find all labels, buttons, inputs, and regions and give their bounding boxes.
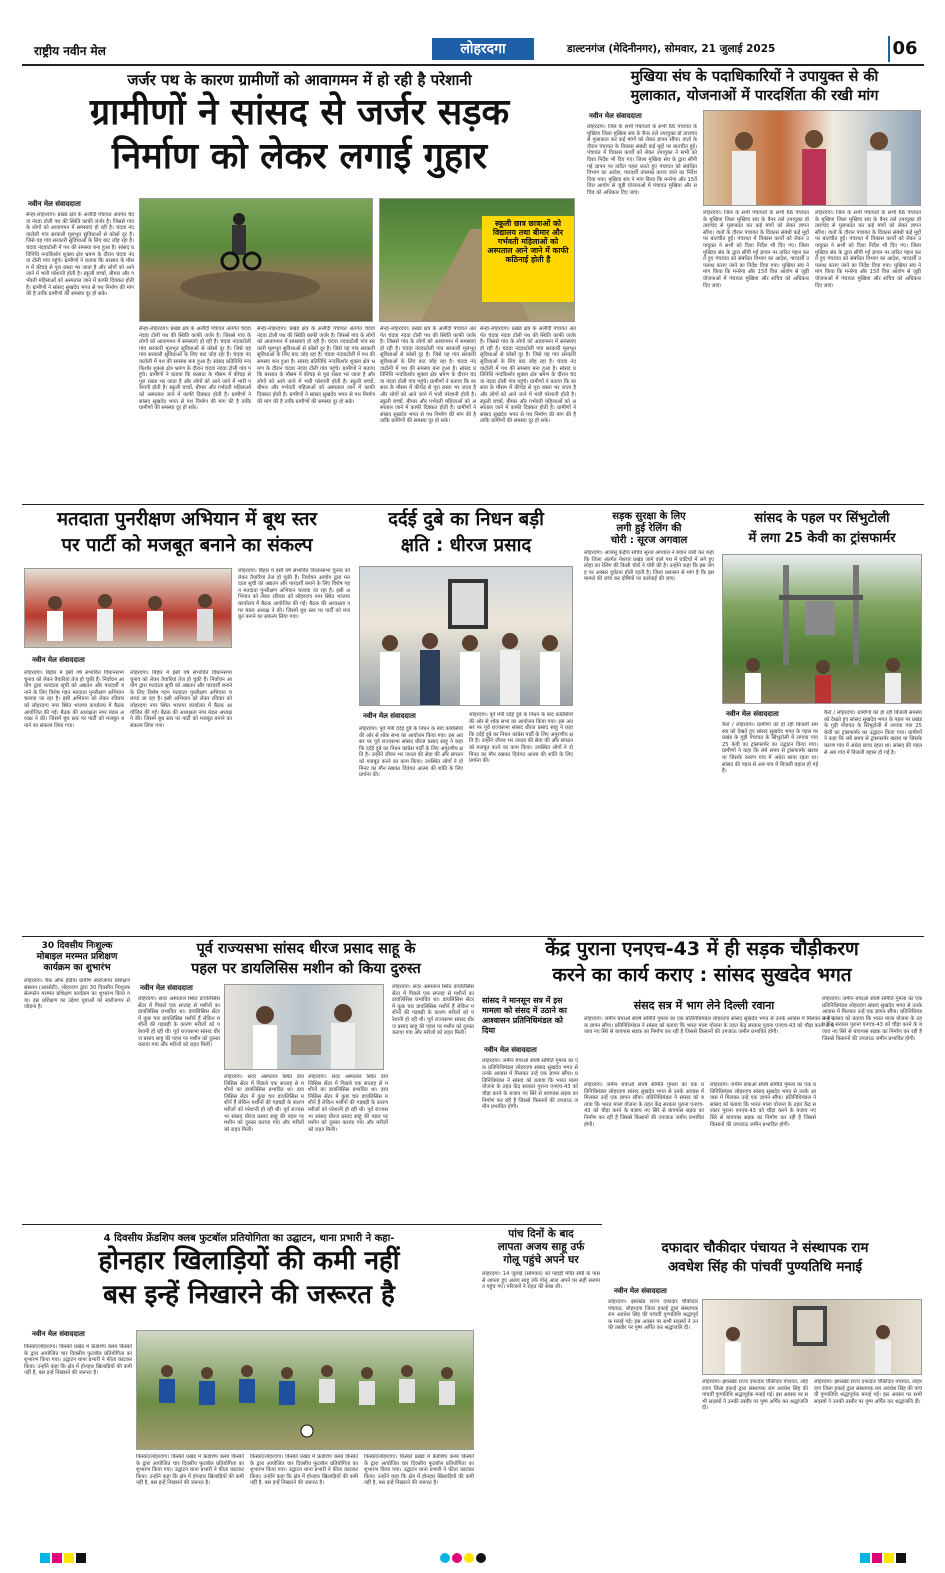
story5-headline-3: चोरी : सूरज अगवाल (610, 535, 688, 546)
story9-sidebar-headline: सांसद ने मानसून सत्र में इस मामला को संसद में उठाने का आश्वासन प्रतिनिधिमंडल को दिया (482, 996, 567, 1035)
story9-headline-1: केंद्र पुराना एनएच-43 में ही सड़क चौड़ीकरण (545, 938, 859, 960)
story11-headline-1: होनहार खिलाड़ियों की कमी नहीं (98, 1246, 400, 1276)
story-gravel-road (22, 66, 577, 504)
story-mobile-training (22, 938, 132, 1223)
story1-headline-1: ग्रामीणों ने सांसद से जर्जर सड़क (89, 92, 510, 133)
story1-byline: नवीन मेल संवाददाता (28, 200, 81, 208)
story2-byline: नवीन मेल संवाददाता (589, 112, 642, 120)
registration-marks-center (440, 1548, 488, 1567)
story11-kicker: 4 दिवसीय फ्रेंडशिप क्लब फुटबॉल प्रतियोगिता का उद्घाटन, थाना प्रभारी ने कहा- (103, 1233, 395, 1244)
story4-byline: नवीन मेल संवाददाता (363, 712, 416, 720)
story9-body-col4: लोहरदगा। जमीन बचाओ संघर्ष समिति गुमला का एक प्रतिनिधिमंडल लोहरदगा सांसद सुखदेव भगत से उनके आवास में मिलकर उन्हें एक ज्ञापन सौंपा। प्रतिनिधिमंडल ने सांसद को बताया कि भारत माला योजना के तहत केंद्र सरकार पुराना एनएच-43 को चौड़ा करने के बजाय नए सिरे से बायपास सड़क का निर्माण कर रही है जिससे किसानों की उपजाऊ जमीन प्रभावित होगी। (710, 1082, 816, 1128)
registration-marks-left (40, 1548, 88, 1567)
story3-body-col1: लोहरदगा। बिहार में इसी वर्ष संभावित विधानसभा चुनाव को लेकर तैयारियां तेज हो चुकी हैं। निर्वाचन आयोग द्वारा मतदाता सूची को अद्यतन और पारदर्शी बनाने के लिए विशेष गहन मतदाता पुनरीक्षण अभियान चलाया जा रहा है। इसी अभियान को लेकर रविवार को लोहरदगा नगर स्थित भाजपा कार्यालय में बैठक आयोजित की गई। बैठक की अध्यक्षता नगर मंडल अध्यक्ष ने की। जिसमें बूथ स्तर पर पार्टी को मजबूत बनाने का संकल्प लिया गया। (24, 670, 124, 729)
story11-headline-2: बस इन्हें निखारने की जरूरत है (103, 1280, 395, 1310)
story11-body-col3: किस्को/लोहरदगा। किस्को प्रखंड में फ्रेंडशिप क्लब किस्को के द्वारा आयोजित चार दिवसीय फुटबॉल प्रतियोगिता का शुभारंभ किया गया। उद्घाटन थाना प्रभारी ने फीता काटकर किया। उन्होंने कहा कि क्षेत्र में होनहार खिलाड़ियों की कमी नहीं है, बस इन्हें निखारने की जरूरत है। (250, 1454, 358, 1487)
story4-headline-1: दर्दई दुबे का निधन बड़ी (388, 509, 544, 530)
story2-body-col2: लोहरदगा। जिले के सभी पंचायतों के सभी 66 पंचायत के मुखिया जिला मुखिया संघ के बैनर तले उपायुक्त डॉ ताराचंद से मुलाकात कर कई मांगों को लेकर ज्ञापन सौंपा। वार्ता के दौरान पंचायत के विकास संबंधी कई मुद्दों पर बातचीत हुई। पंचायत में विकास कार्यों को लेकर उपायुक्त ने सभी को दिशा निर्देश भी दिए गए। जिला मुखिया संघ के द्वारा सौंपी गई ज्ञापन पर त्वरित पहल करते हुए पंचायत को संबंधित विभाग का आदेश, पारदर्शी उपलब्ध कराए जाने का निर्देश दिया गया। मुखिया संघ ने मांग किया कि मनरेगा और 15वें वित्त आयोग से जुड़ी योजनाओं में पंचायत मुखिया और सचिव को अधिकार दिए जाएं। (703, 210, 809, 289)
story-missing-ajay (480, 1225, 602, 1540)
story10-headline-1: पांच दिनों के बाद (508, 1228, 574, 1240)
story9-headline-2: करने का कार्य कराए : सांसद सुखदेव भगत (552, 964, 852, 986)
story1-body-col5: सेन्हा-लोहरदगा। प्रखंड क्षेत्र के अलौदी पंचायत अंतर्गत चंदवा नंदवा टोली पथ की स्थिति काफी जर्जर है। जिससे गांव के लोगों को आवागमन में समस्याएं हो रही है। चंदवा नंदवाटोली गांव सरकारी मूलभूत सुविधाओं से कोसों दूर है। जिसे यह गांव सरकारी सुविधाओं के लिए बाट जोह रहा है। चंदवा नंदवाटोली में पथ की समस्या बना हुआ है। सांसद प्रतिनिधि नन्दकिशोर शुक्ला क्षेत्र भ्रमण के दौरान चंदवा नंदवा टोली गांव पहुंचे। ग्रामीणों ने बताया कि बरसात के मौसम में कीचड़ से पूरा रास्ता भर जाता है और लोगों को आने जाने में भारी परेशानी होती है। स्कूली बच्चों, बीमार और गर्भवती महिलाओं को अस्पताल जाने में काफी दिक्कत होती है। ग्रामीणों ने सांसद सुखदेव भगत से पथ निर्माण की मांग की है ताकि ग्रामीणों की समस्या दूर हो सके। (480, 326, 576, 425)
dateline: डाल्टनगंज (मेदिनीनगर), सोमवार, 21 जुलाई 2025 (567, 43, 776, 55)
story8-body-col2: लोहरदगा। सदर अस्पताल स्थित डायलिसिस सेंटर में पिछले एक सप्ताह से मशीनों का डायलिसिस प्रभावित था। डायलिसिस सेंटर में कुछ चार डायलिसिस मशीनें हैं लेकिन मशीनों की गड़बड़ी के कारण मरीजों को परेशानी हो रही थी। पूर्व राज्यसभा सांसद धीरज प्रसाद साहू की पहल पर मशीन को दुरुस्त कराया गया और मरीजों को राहत मिली। (224, 1074, 304, 1133)
story12-byline: नवीन मेल संवाददाता (614, 1287, 667, 1295)
registration-marks-right (860, 1548, 908, 1567)
section-label: लोहरदगा (432, 38, 534, 60)
story10-headline-3: गोलू पहुंचे अपने घर (503, 1254, 579, 1266)
story11-body-col1: किस्को/लोहरदगा। किस्को प्रखंड में फ्रेंडशिप क्लब किस्को के द्वारा आयोजित चार दिवसीय फुटबॉल प्रतियोगिता का शुभारंभ किया गया। उद्घाटन थाना प्रभारी ने फीता काटकर किया। उन्होंने कहा कि क्षेत्र में होनहार खिलाड़ियों की कमी नहीं है, बस इन्हें निखारने की जरूरत है। (24, 1344, 132, 1377)
story12-headline-1: दफादार चौकीदार पंचायत ने संस्थापक राम (661, 1240, 869, 1256)
story8-headline-1: पूर्व राज्यसभा सांसद धीरज प्रसाद साहू के (196, 941, 416, 957)
story9-body-col1: लोहरदगा। जमीन बचाओ संघर्ष समिति गुमला का एक प्रतिनिधिमंडल लोहरदगा सांसद सुखदेव भगत से उनके आवास में मिलकर उन्हें एक ज्ञापन सौंपा। प्रतिनिधिमंडल ने सांसद को बताया कि भारत माला योजना के तहत केंद्र सरकार पुराना एनएच-43 को चौड़ा करने के बजाय नए सिरे से बायपास सड़क का निर्माण कर रही है जिससे किसानों की उपजाऊ जमीन प्रभावित होगी। (482, 1058, 578, 1111)
tribute-photo (702, 1299, 922, 1375)
story2-body-col3: लोहरदगा। जिले के सभी पंचायतों के सभी 66 पंचायत के मुखिया जिला मुखिया संघ के बैनर तले उपायुक्त डॉ ताराचंद से मुलाकात कर कई मांगों को लेकर ज्ञापन सौंपा। वार्ता के दौरान पंचायत के विकास संबंधी कई मुद्दों पर बातचीत हुई। पंचायत में विकास कार्यों को लेकर उपायुक्त ने सभी को दिशा निर्देश भी दिए गए। जिला मुखिया संघ के द्वारा सौंपी गई ज्ञापन पर त्वरित पहल करते हुए पंचायत को संबंधित विभाग का आदेश, पारदर्शी उपलब्ध कराए जाने का निर्देश दिया गया। मुखिया संघ ने मांग किया कि मनरेगा और 15वें वित्त आयोग से जुड़ी योजनाओं में पंचायत मुखिया और सचिव को अधिकार दिए जाएं। (815, 210, 921, 289)
story12-headline-2: अवधेश सिंह की पांचवीं पुण्यतिथि मनाई (667, 1259, 863, 1275)
story4-body-col2: लोहरदगा। पूर्व मंत्री दर्दई दुबे के निधन के बाद कांग्रेसियों की ओर से शोक सभा का आयोजन किया गया। इस अवसर पर पूर्व राज्यसभा सांसद धीरज प्रसाद साहू ने कहा कि दर्दई दुबे का निधन कांग्रेस पार्टी के लिए अपूरणीय क्षति है। उन्होंने जीवन भर जनता की सेवा की और संगठन को मजबूत करने का काम किया। उपस्थित लोगों ने दो मिनट का मौन रखकर दिवंगत आत्मा की शांति के लिए प्रार्थना की। (469, 712, 573, 765)
story3-headline-2: पर पार्टी को मजबूत बनाने का संकल्प (61, 535, 313, 556)
story4-headline-2: क्षति : धीरज प्रसाद (400, 535, 532, 556)
story10-headline-2: लापता अजय साहू उर्फ (497, 1241, 585, 1253)
story9-byline: नवीन मेल संवाददाता (484, 1046, 537, 1054)
story-dialysis (136, 938, 476, 1223)
story9-subhead: संसद सत्र में भाग लेने दिल्ली रवाना (633, 999, 775, 1012)
football-photo (136, 1330, 474, 1450)
story9-body-col2: लोहरदगा। जमीन बचाओ संघर्ष समिति गुमला का एक प्रतिनिधिमंडल लोहरदगा सांसद सुखदेव भगत से उनके आवास में मिलकर उन्हें एक ज्ञापन सौंपा। प्रतिनिधिमंडल ने सांसद को बताया कि भारत माला योजना के तहत केंद्र सरकार पुराना एनएच-43 को चौड़ा करने के बजाय नए सिरे से बायपास सड़क का निर्माण कर रही है जिससे किसानों की उपजाऊ जमीन प्रभावित होगी। (584, 1016, 834, 1036)
story3-headline-1: मतदाता पुनरीक्षण अभियान में बूथ स्तर (56, 509, 317, 530)
biker-figure-icon (140, 199, 373, 322)
story7-headline-3: कार्यक्रम का शुभारंभ (43, 963, 111, 973)
story12-body-col3: लोहरदगा। झारखंड राज्य दफादार चौकीदार पंचायत, लोहरदगा जिला इकाई द्वारा संस्थापक राम अवधेश सिंह की पांचवीं पुण्यतिथि श्रद्धापूर्वक मनाई गई। इस अवसर पर सभी सदस्यों ने उनकी तस्वीर पर पुष्प अर्पित कर श्रद्धांजलि दी। (814, 1379, 922, 1405)
transformer-photo (722, 554, 922, 704)
story4-body-col1: लोहरदगा। पूर्व मंत्री दर्दई दुबे के निधन के बाद कांग्रेसियों की ओर से शोक सभा का आयोजन किया गया। इस अवसर पर पूर्व राज्यसभा सांसद धीरज प्रसाद साहू ने कहा कि दर्दई दुबे का निधन कांग्रेस पार्टी के लिए अपूरणीय क्षति है। उन्होंने जीवन भर जनता की सेवा की और संगठन को मजबूत करने का काम किया। उपस्थित लोगों ने दो मिनट का मौन रखकर दिवंगत आत्मा की शांति के लिए प्रार्थना की। (359, 726, 463, 779)
condolence-photo (359, 566, 573, 706)
masthead (22, 36, 924, 64)
story9-body-col5: लोहरदगा। जमीन बचाओ संघर्ष समिति गुमला का एक प्रतिनिधिमंडल लोहरदगा सांसद सुखदेव भगत से उनके आवास में मिलकर उन्हें एक ज्ञापन सौंपा। प्रतिनिधिमंडल ने सांसद को बताया कि भारत माला योजना के तहत केंद्र सरकार पुराना एनएच-43 को चौड़ा करने के बजाय नए सिरे से बायपास सड़क का निर्माण कर रही है जिससे किसानों की उपजाऊ जमीन प्रभावित होगी। (822, 996, 922, 1042)
story6-body-col1: कैरो / लोहरदगा। ग्रामीणों को हो रही बिजली समस्या को देखते हुए सांसद सुखदेव भगत के पहल पर प्रखंड के गुड़ी पंचायत के सिंभुटोली में लगाया गया 25 केवी का ट्रांसफार्मर का उद्घाटन किया गया। ग्रामीणों ने कहा कि लंबे समय से ट्रांसफार्मर खराब था जिसके कारण गांव में अंधेरा छाया रहता था। सांसद की पहल से अब गांव में बिजली बहाल हो गई है। (722, 722, 818, 775)
story12-body-col1: लोहरदगा। झारखंड राज्य दफादार चौकीदार पंचायत, लोहरदगा जिला इकाई द्वारा संस्थापक राम अवधेश सिंह की पांचवीं पुण्यतिथि श्रद्धापूर्वक मनाई गई। इस अवसर पर सभी सदस्यों ने उनकी तस्वीर पर पुष्प अर्पित कर श्रद्धांजलि दी। (608, 1299, 698, 1332)
story3-body-col2: लोहरदगा। बिहार में इसी वर्ष संभावित विधानसभा चुनाव को लेकर तैयारियां तेज हो चुकी हैं। निर्वाचन आयोग द्वारा मतदाता सूची को अद्यतन और पारदर्शी बनाने के लिए विशेष गहन मतदाता पुनरीक्षण अभियान चलाया जा रहा है। इसी अभियान को लेकर रविवार को लोहरदगा नगर स्थित भाजपा कार्यालय में बैठक आयोजित की गई। बैठक की अध्यक्षता नगर मंडल अध्यक्ष ने की। जिसमें बूथ स्तर पर पार्टी को मजबूत बनाने का संकल्प लिया गया। (130, 670, 232, 729)
story1-body-col4: सेन्हा-लोहरदगा। प्रखंड क्षेत्र के अलौदी पंचायत अंतर्गत चंदवा नंदवा टोली पथ की स्थिति काफी जर्जर है। जिससे गांव के लोगों को आवागमन में समस्याएं हो रही है। चंदवा नंदवाटोली गांव सरकारी मूलभूत सुविधाओं से कोसों दूर है। जिसे यह गांव सरकारी सुविधाओं के लिए बाट जोह रहा है। चंदवा नंदवाटोली में पथ की समस्या बना हुआ है। सांसद प्रतिनिधि नन्दकिशोर शुक्ला क्षेत्र भ्रमण के दौरान चंदवा नंदवा टोली गांव पहुंचे। ग्रामीणों ने बताया कि बरसात के मौसम में कीचड़ से पूरा रास्ता भर जाता है और लोगों को आने जाने में भारी परेशानी होती है। स्कूली बच्चों, बीमार और गर्भवती महिलाओं को अस्पताल जाने में काफी दिक्कत होती है। ग्रामीणों ने सांसद सुखदेव भगत से पथ निर्माण की मांग की है ताकि ग्रामीणों की समस्या दूर हो सके। (380, 326, 476, 425)
story8-body-col4: लोहरदगा। सदर अस्पताल स्थित डायलिसिस सेंटर में पिछले एक सप्ताह से मशीनों का डायलिसिस प्रभावित था। डायलिसिस सेंटर में कुछ चार डायलिसिस मशीनें हैं लेकिन मशीनों की गड़बड़ी के कारण मरीजों को परेशानी हो रही थी। पूर्व राज्यसभा सांसद धीरज प्रसाद साहू की पहल पर मशीन को दुरुस्त कराया गया और मरीजों को राहत मिली। (392, 984, 474, 1037)
story-football (22, 1226, 476, 1541)
story-mukhiya-sangh (585, 66, 924, 504)
story10-body: लोहरदगा। 14 जुलाई (सोमवार) को पहाड़ी मंदिर संघी के पास से लापता हुए अजय साहू उर्फ गोलू आज अपने घर सही सलामत पहुंच गए। परिजनों ने राहत की सांस ली। (482, 1271, 600, 1291)
story5-headline-1: सड़क सुरक्षा के लिए (612, 511, 686, 522)
mukhiya-meeting-photo (703, 110, 921, 206)
story6-headline-1: सांसद के पहल पर सिंभुटोली (754, 511, 890, 526)
page-number: 06 (888, 36, 920, 62)
story5-body: लोहरदगा। आजसू केंद्रीय सचिव सूरज अगवाल ने बयान जारी कर कहा कि जिला अंतर्गत पेशरार प्रखंड जाने वाले पथ में घाटियों में लगे हुए लोहा का रेलिंग की किसी चोरों ने चोरी की है। उन्होंने कहा कि इस जगह पर अक्सर दुर्घटना होती रहती है। जिला प्रशासन से मांग है कि इस मामले की जांच कर दोषियों पर कार्रवाई की जाए। (584, 550, 714, 583)
bjp-meeting-photo (24, 568, 232, 648)
story1-body-col3: सेन्हा-लोहरदगा। प्रखंड क्षेत्र के अलौदी पंचायत अंतर्गत चंदवा नंदवा टोली पथ की स्थिति काफी जर्जर है। जिससे गांव के लोगों को आवागमन में समस्याएं हो रही है। चंदवा नंदवाटोली गांव सरकारी मूलभूत सुविधाओं से कोसों दूर है। जिसे यह गांव सरकारी सुविधाओं के लिए बाट जोह रहा है। चंदवा नंदवाटोली में पथ की समस्या बना हुआ है। सांसद प्रतिनिधि नन्दकिशोर शुक्ला क्षेत्र भ्रमण के दौरान चंदवा नंदवा टोली गांव पहुंचे। ग्रामीणों ने बताया कि बरसात के मौसम में कीचड़ से पूरा रास्ता भर जाता है और लोगों को आने जाने में भारी परेशानी होती है। स्कूली बच्चों, बीमार और गर्भवती महिलाओं को अस्पताल जाने में काफी दिक्कत होती है। ग्रामीणों ने सांसद सुखदेव भगत से पथ निर्माण की मांग की है ताकि ग्रामीणों की समस्या दूर हो सके। (257, 326, 375, 405)
story2-headline-1: मुखिया संघ के पदाधिकारियों ने उपायुक्त से की (630, 69, 879, 85)
story12-body-col2: लोहरदगा। झारखंड राज्य दफादार चौकीदार पंचायत, लोहरदगा जिला इकाई द्वारा संस्थापक राम अवधेश सिंह की पांचवीं पुण्यतिथि श्रद्धापूर्वक मनाई गई। इस अवसर पर सभी सदस्यों ने उनकी तस्वीर पर पुष्प अर्पित कर श्रद्धांजलि दी। (702, 1379, 808, 1412)
story7-body: लोहरदगा। बैंक ऑफ इंडिया ग्रामीण स्वरोजगार प्रशिक्षण संस्थान (आरसेटी), लोहरदगा द्वारा 30 दिवसीय निःशुल्क सेलफोन मरम्मत प्रशिक्षण कार्यक्रम का शुभारंभ किया गया। इस प्रशिक्षण का उद्देश्य युवाओं को स्वरोजगार से जोड़ना है। (24, 978, 130, 1011)
story1-headline-2: निर्माण को लेकर लगाई गुहार (111, 136, 488, 177)
story3-body-col3: लोहरदगा। बिहार में इसी वर्ष संभावित विधानसभा चुनाव को लेकर तैयारियां तेज हो चुकी हैं। निर्वाचन आयोग द्वारा मतदाता सूची को अद्यतन और पारदर्शी बनाने के लिए विशेष गहन मतदाता पुनरीक्षण अभियान चलाया जा रहा है। इसी अभियान को लेकर रविवार को लोहरदगा नगर स्थित भाजपा कार्यालय में बैठक आयोजित की गई। बैठक की अध्यक्षता नगर मंडल अध्यक्ष ने की। जिसमें बूथ स्तर पर पार्टी को मजबूत बनाने का संकल्प लिया गया। (238, 568, 350, 621)
story8-byline: नवीन मेल संवाददाता (140, 984, 193, 992)
road-photo-1 (139, 198, 373, 322)
story6-byline: नवीन मेल संवाददाता (726, 710, 779, 718)
story9-body-col3: लोहरदगा। जमीन बचाओ संघर्ष समिति गुमला का एक प्रतिनिधिमंडल लोहरदगा सांसद सुखदेव भगत से उनके आवास में मिलकर उन्हें एक ज्ञापन सौंपा। प्रतिनिधिमंडल ने सांसद को बताया कि भारत माला योजना के तहत केंद्र सरकार पुराना एनएच-43 को चौड़ा करने के बजाय नए सिरे से बायपास सड़क का निर्माण कर रही है जिससे किसानों की उपजाऊ जमीन प्रभावित होगी। (584, 1082, 704, 1128)
story1-kicker: जर्जर पथ के कारण ग्रामीणों को आवागमन में हो रही है परेशानी (127, 71, 472, 89)
story-railing-theft (582, 506, 716, 936)
story11-body-col2: किस्को/लोहरदगा। किस्को प्रखंड में फ्रेंडशिप क्लब किस्को के द्वारा आयोजित चार दिवसीय फुटबॉल प्रतियोगिता का शुभारंभ किया गया। उद्घाटन थाना प्रभारी ने फीता काटकर किया। उन्होंने कहा कि क्षेत्र में होनहार खिलाड़ियों की कमी नहीं है, बस इन्हें निखारने की जरूरत है। (136, 1454, 244, 1487)
story8-headline-2: पहल पर डायलिसिस मशीन को किया दुरुस्त (191, 961, 421, 977)
story1-body-col2: सेन्हा-लोहरदगा। प्रखंड क्षेत्र के अलौदी पंचायत अंतर्गत चंदवा नंदवा टोली पथ की स्थिति काफी जर्जर है। जिससे गांव के लोगों को आवागमन में समस्याएं हो रही है। चंदवा नंदवाटोली गांव सरकारी मूलभूत सुविधाओं से कोसों दूर है। जिसे यह गांव सरकारी सुविधाओं के लिए बाट जोह रहा है। चंदवा नंदवाटोली में पथ की समस्या बना हुआ है। सांसद प्रतिनिधि नन्दकिशोर शुक्ला क्षेत्र भ्रमण के दौरान चंदवा नंदवा टोली गांव पहुंचे। ग्रामीणों ने बताया कि बरसात के मौसम में कीचड़ से पूरा रास्ता भर जाता है और लोगों को आने जाने में भारी परेशानी होती है। स्कूली बच्चों, बीमार और गर्भवती महिलाओं को अस्पताल जाने में काफी दिक्कत होती है। ग्रामीणों ने सांसद सुखदेव भगत से पथ निर्माण की मांग की है ताकि ग्रामीणों की समस्या दूर हो सके। (139, 326, 251, 412)
story2-body-col1: लोहरदगा। जिले के सभी पंचायतों के सभी 66 पंचायत के मुखिया जिला मुखिया संघ के बैनर तले उपायुक्त डॉ ताराचंद से मुलाकात कर कई मांगों को लेकर ज्ञापन सौंपा। वार्ता के दौरान पंचायत के विकास संबंधी कई मुद्दों पर बातचीत हुई। पंचायत में विकास कार्यों को लेकर उपायुक्त ने सभी को दिशा निर्देश भी दिए गए। जिला मुखिया संघ के द्वारा सौंपी गई ज्ञापन पर त्वरित पहल करते हुए पंचायत को संबंधित विभाग का आदेश, पारदर्शी उपलब्ध कराए जाने का निर्देश दिया गया। मुखिया संघ ने मांग किया कि मनरेगा और 15वें वित्त आयोग से जुड़ी योजनाओं में पंचायत मुखिया और सचिव को अधिकार दिए जाएं। (587, 124, 697, 196)
story11-body-col4: किस्को/लोहरदगा। किस्को प्रखंड में फ्रेंडशिप क्लब किस्को के द्वारा आयोजित चार दिवसीय फुटबॉल प्रतियोगिता का शुभारंभ किया गया। उद्घाटन थाना प्रभारी ने फीता काटकर किया। उन्होंने कहा कि क्षेत्र में होनहार खिलाड़ियों की कमी नहीं है, बस इन्हें निखारने की जरूरत है। (364, 1454, 474, 1487)
story-nh43 (480, 938, 924, 1223)
story-dardai-dubey (357, 506, 575, 936)
story2-headline-2: मुलाकात, योजनाओं में पारदर्शिता की रखी मांग (630, 88, 879, 104)
story7-headline-1: 30 दिवसीय निःशुल्क (41, 941, 113, 951)
story1-photo-caption: स्कूली छात्र छात्राओं को विद्यालय तथा बीमार और गर्भवती महिलाओं को अस्पताल आने जाने में काफी कठिनाई होती है (482, 216, 574, 302)
story11-byline: नवीन मेल संवाददाता (32, 1330, 85, 1338)
story-transformer (720, 506, 924, 936)
story7-headline-2: मोबाइल मरम्मत प्रशिक्षण (36, 952, 118, 962)
story5-headline-2: लगी हुई रेलिंग की (616, 523, 682, 534)
story1-body-col1: सेन्हा-लोहरदगा। प्रखंड क्षेत्र के अलौदी पंचायत अंतर्गत चंदवा नंदवा टोली पथ की स्थिति काफी जर्जर है। जिससे गांव के लोगों को आवागमन में समस्याएं हो रही है। चंदवा नंदवाटोली गांव सरकारी मूलभूत सुविधाओं से कोसों दूर है। जिसे यह गांव सरकारी सुविधाओं के लिए बाट जोह रहा है। चंदवा नंदवाटोली में पथ की समस्या बना हुआ है। सांसद प्रतिनिधि नन्दकिशोर शुक्ला क्षेत्र भ्रमण के दौरान चंदवा नंदवा टोली गांव पहुंचे। ग्रामीणों ने बताया कि बरसात के मौसम में कीचड़ से पूरा रास्ता भर जाता है और लोगों को आने जाने में भारी परेशानी होती है। स्कूली बच्चों, बीमार और गर्भवती महिलाओं को अस्पताल जाने में काफी दिक्कत होती है। ग्रामीणों ने सांसद सुखदेव भगत से पथ निर्माण की मांग की है ताकि ग्रामीणों की समस्या दूर हो सके। (26, 212, 134, 298)
story-dafadar-chaukidar (606, 1225, 924, 1540)
story8-body-col1: लोहरदगा। सदर अस्पताल स्थित डायलिसिस सेंटर में पिछले एक सप्ताह से मशीनों का डायलिसिस प्रभावित था। डायलिसिस सेंटर में कुछ चार डायलिसिस मशीनें हैं लेकिन मशीनों की गड़बड़ी के कारण मरीजों को परेशानी हो रही थी। पूर्व राज्यसभा सांसद धीरज प्रसाद साहू की पहल पर मशीन को दुरुस्त कराया गया और मरीजों को राहत मिली। (138, 996, 220, 1049)
story6-headline-2: में लगा 25 केवी का ट्रांसफार्मर (748, 531, 896, 546)
paper-name: राष्ट्रीय नवीन मेल (34, 44, 106, 58)
story8-body-col3: लोहरदगा। सदर अस्पताल स्थित डायलिसिस सेंटर में पिछले एक सप्ताह से मशीनों का डायलिसिस प्रभावित था। डायलिसिस सेंटर में कुछ चार डायलिसिस मशीनें हैं लेकिन मशीनों की गड़बड़ी के कारण मरीजों को परेशानी हो रही थी। पूर्व राज्यसभा सांसद धीरज प्रसाद साहू की पहल पर मशीन को दुरुस्त कराया गया और मरीजों को राहत मिली। (308, 1074, 388, 1133)
story-voter-revision (22, 506, 352, 936)
story3-byline: नवीन मेल संवाददाता (32, 656, 85, 664)
story6-body-col2: कैरो / लोहरदगा। ग्रामीणों को हो रही बिजली समस्या को देखते हुए सांसद सुखदेव भगत के पहल पर प्रखंड के गुड़ी पंचायत के सिंभुटोली में लगाया गया 25 केवी का ट्रांसफार्मर का उद्घाटन किया गया। ग्रामीणों ने कहा कि लंबे समय से ट्रांसफार्मर खराब था जिसके कारण गांव में अंधेरा छाया रहता था। सांसद की पहल से अब गांव में बिजली बहाल हो गई है। (824, 710, 922, 756)
dialysis-photo (224, 984, 384, 1070)
